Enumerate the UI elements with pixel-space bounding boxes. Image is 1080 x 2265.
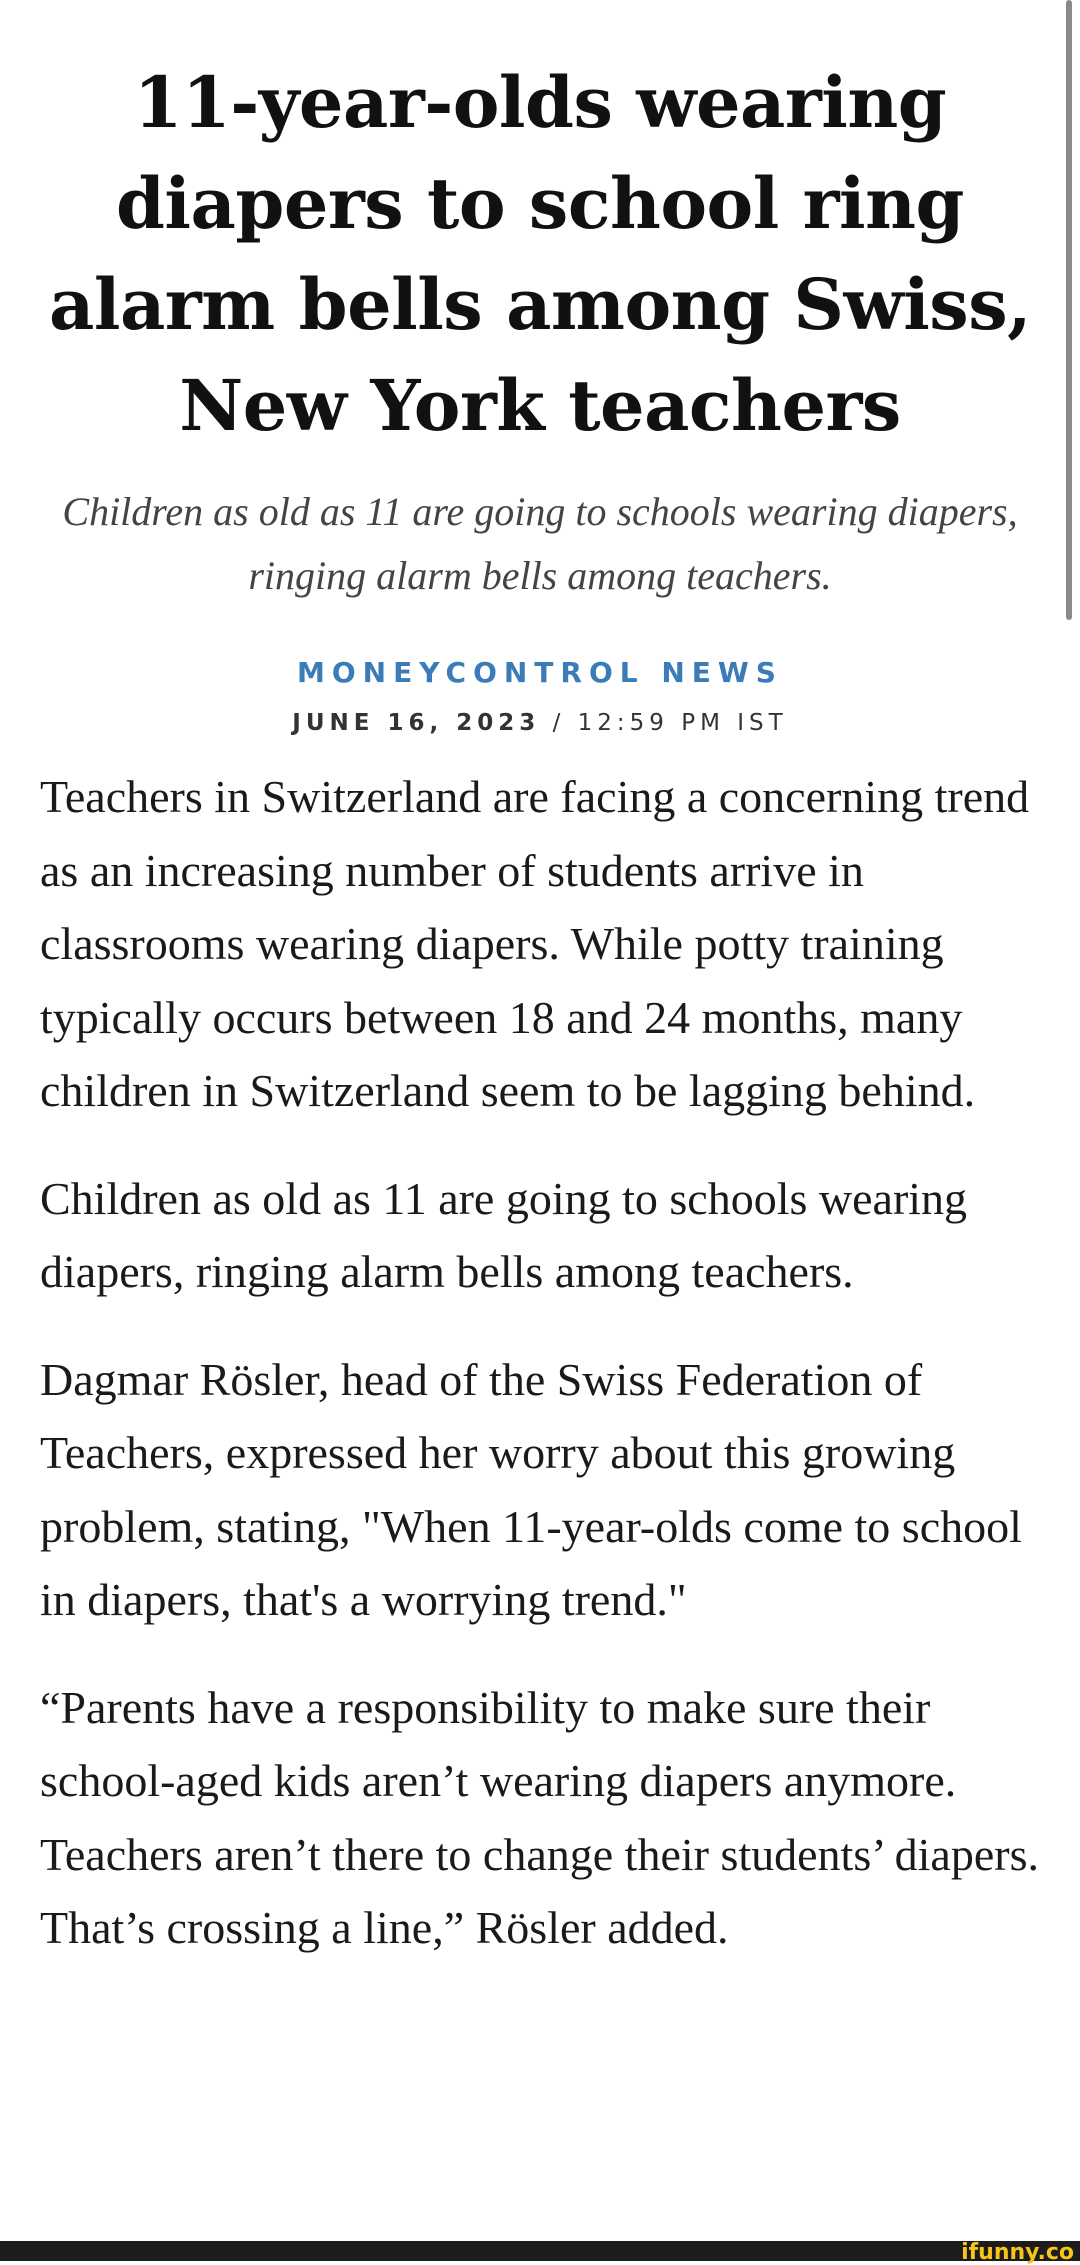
scrollbar[interactable] bbox=[1066, 0, 1072, 620]
article-subtitle: Children as old as 11 are going to schools wearing diapers, ringing alarm bells among teachers. bbox=[62, 489, 1018, 598]
article-headline: 11-year-olds wearing diapers to school ring alarm bells among Swiss, New York teachers bbox=[49, 61, 1031, 447]
author-source-link[interactable]: MONEYCONTROL NEWS bbox=[297, 656, 783, 689]
paragraph: Children as old as 11 are going to schools wearing diapers, ringing alarm bells among teachers. bbox=[40, 1172, 968, 1297]
publish-dateline bbox=[0, 710, 1080, 736]
paragraph: “Parents have a responsibility to make sure their school-aged kids aren’t wearing diapers anymore. Teachers aren’t there to change their students’ diapers. That’s crossing a line,” Rösler added. bbox=[40, 1681, 1039, 1953]
publish-date: JUNE 16, 2023 bbox=[292, 710, 541, 736]
date-separator: / bbox=[540, 710, 578, 736]
paragraph: Teachers in Switzerland are facing a concerning trend as an increasing number of students arrive in classrooms wearing diapers. While potty training typically occurs between 18 and 24 months, many children in Switzerland seem to be lagging behind. bbox=[40, 771, 1030, 1116]
paragraph: Dagmar Rösler, head of the Swiss Federation of Teachers, expressed her worry about this growing problem, stating, "When 11-year-olds come to school in diapers, that's a worrying trend." bbox=[40, 1353, 1022, 1625]
watermark-bar bbox=[0, 2240, 1080, 2265]
publish-time: 12:59 PM IST bbox=[577, 710, 788, 736]
article-body bbox=[40, 760, 1050, 1999]
ifunny-logo: ifunny.co bbox=[961, 2240, 1074, 2265]
